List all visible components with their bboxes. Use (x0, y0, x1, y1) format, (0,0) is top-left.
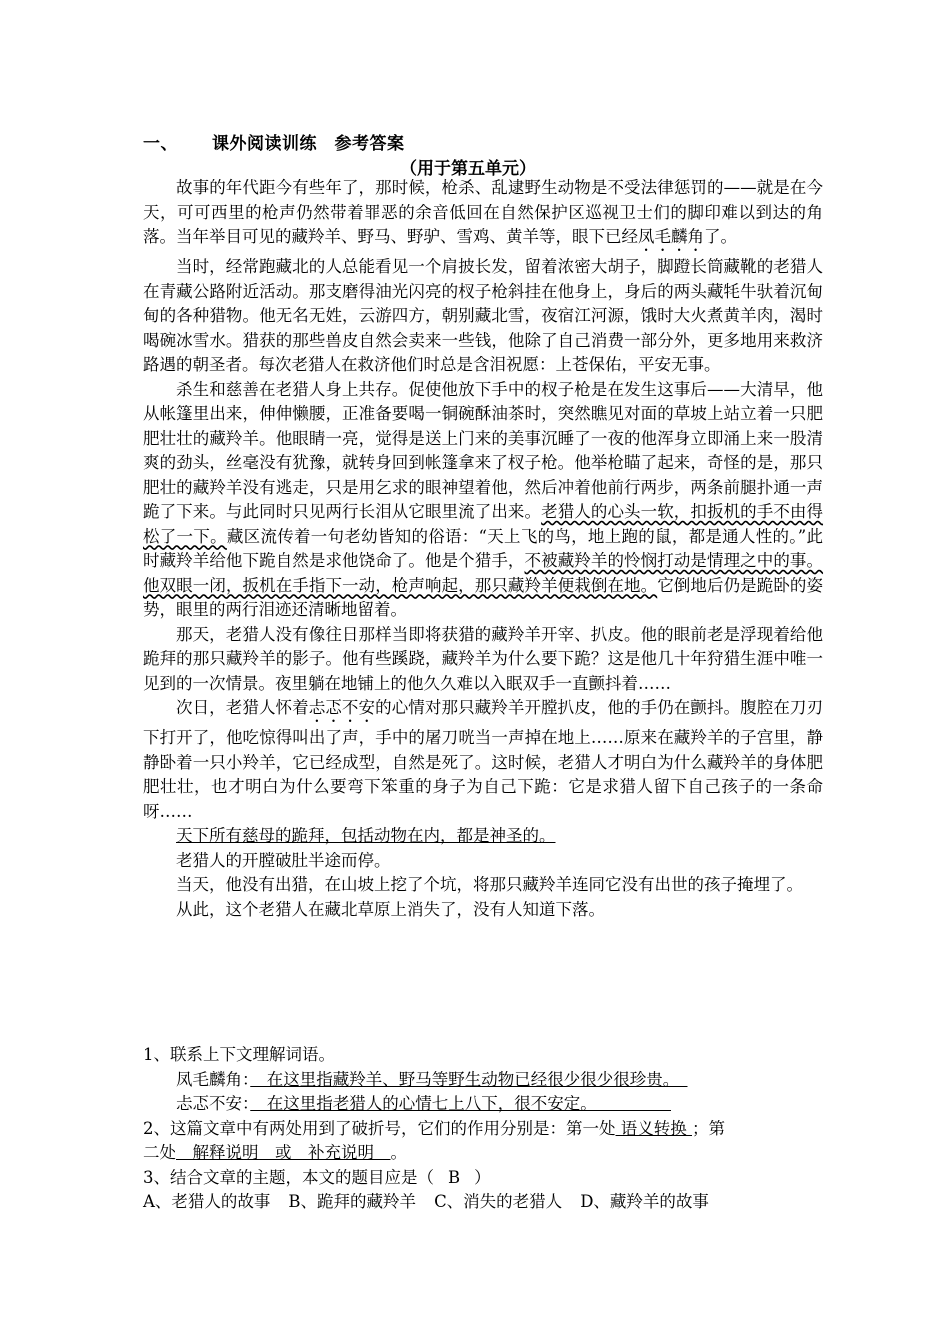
question-text: 。 (390, 1143, 407, 1162)
paragraph-7: 老猎人的开膛破肚半途而停。 (176, 850, 391, 870)
paragraph-text: 故事的年代距今有些年了，那时候，枪杀、乱逮野生动物是不受法律惩罚的——就是在今天，可可西里的枪声仍然带着罪恶的余音低回在自然保护区巡视卫士们的脚印难以到达的角落。当年举目可见的藏羚羊、野马、野驴、雪鸡、黄羊等，眼下已经 (143, 178, 823, 246)
paragraph-8: 当天，他没有出猎，在山坡上挖了个坑，将那只藏羚羊连同它没有出世的孩子掩埋了。 (176, 875, 803, 894)
paragraph-3 (143, 378, 823, 623)
option-b: B、跪拜的藏羚羊 (288, 1192, 417, 1211)
paragraph-2: 当时，经常跑藏北的人总能看见一个肩披长发，留着浓密大胡子，脚蹬长筒藏靴的老猎人在青藏公路附近活动。那支磨得油光闪亮的杈子枪斜挂在他身上，身后的两头藏牦牛驮着沉甸甸的各种猎物。他无名无姓，云游四方，朝别藏北雪，夜宿江河源，饿时大火煮黄羊肉，渴时喝碗冰雪水。猎获的那些兽皮自然会卖来一些钱，他除了自己消费一部分外，更多地用来救济路遇的朝圣者。每次老猎人在救济他们时总是含泪祝愿：上苍保佑，平安无事。 (143, 257, 823, 374)
paragraph-text: 它倒地后仍是跪卧的姿势，眼里的两行泪迹还清晰地留着。 (143, 575, 824, 619)
question-1-answer-a (143, 1068, 823, 1093)
section-title: 课外阅读训练 参考答案 (212, 134, 405, 154)
section-heading (143, 129, 405, 154)
unit-subtitle: （用于第五单元） (400, 159, 536, 179)
answer-blank: 语义转换 (615, 1118, 692, 1138)
underlined-sentence: 天下所有慈母的跪拜，包括动物在内，都是神圣的。 (176, 826, 556, 845)
option-c: C、消失的老猎人 (434, 1192, 563, 1211)
question-text: 二处 (143, 1143, 176, 1162)
option-a: A、老猎人的故事 (143, 1192, 271, 1211)
dotted-term: 凤毛麟角 (638, 227, 704, 246)
question-text: 3、结合文章的主题，本文的题目应是（ (143, 1167, 434, 1187)
question-text: ） (474, 1167, 491, 1187)
wavy-underlined-text: 不被藏羚羊的怜悯打动是情理之中的事。他双眼一闭，扳机在手指下一动，枪声响起，那只藏羚羊便栽倒在地。 (143, 551, 824, 595)
paragraph-6 (143, 824, 823, 849)
term-label: 忐忑不安： (176, 1094, 251, 1113)
question-1: 1、联系上下文理解词语。 (143, 1045, 335, 1064)
passage (143, 176, 823, 922)
paragraph-text: 他是个猎手， (425, 551, 525, 570)
paragraph-4: 那天，老猎人没有像往日那样当即将获猎的藏羚羊开宰、扒皮。他的眼前老是浮现着给他跪拜的那只藏羚羊的影子。他有些蹊跷，藏羚羊为什么要下跪？这是他几十年狩猎生涯中唯一见到的一次情景。夜里躺在地铺上的他久久难以入眠双手一直颤抖着…… (143, 624, 823, 693)
paragraph-5 (143, 696, 823, 824)
question-text: ；第 (692, 1118, 725, 1138)
paragraph-text: 了。 (704, 227, 737, 246)
paragraph-text: 次日，老猎人怀着 (176, 698, 309, 717)
answer-blank: 解释说明 或 补充说明 (176, 1143, 391, 1162)
question-1-answer-b (143, 1092, 823, 1117)
answer-blank: 在这里指藏羚羊、野马等野生动物已经很少很少很珍贵。 (250, 1069, 688, 1089)
choice-answer: B (448, 1167, 461, 1187)
wavy-underlined-text: 老猎人的心头一软，扣扳机的手不由得松了一下。 (143, 502, 824, 546)
paragraph-1 (143, 176, 823, 255)
questions (143, 1043, 823, 1215)
question-text: 2、这篇文章中有两处用到了破折号，它们的作用分别是：第一处 (143, 1118, 616, 1138)
term-label: 凤毛麟角： (176, 1069, 251, 1089)
paragraph-text: 杀生和慈善在老猎人身上共存。促使他放下手中的杈子枪是在发生这事后——大清早，他从帐篷里出来，伸伸懒腰，正准备要喝一铜碗酥油茶时，突然瞧见对面的草坡上站立着一只肥肥壮壮的藏羚羊。他眼睛一亮，觉得是送上门来的美事沉睡了一夜的他浑身立即涌上来一股清爽的劲头，丝毫没有犹豫，就转身回到帐篷拿来了杈子枪。他举枪瞄了起来，奇怪的是，那只肥壮的藏羚羊没有逃走，只是用乞求的眼神望着他，然后冲着他前行两步，两条前腿扑通一声跪了下来。与此同时只见两行长泪从它眼里流了出来。 (143, 379, 823, 521)
question-2 (143, 1117, 823, 1142)
paragraph-9: 从此，这个老猎人在藏北草原上消失了，没有人知道下落。 (176, 899, 605, 919)
answer-blank: 在这里指老猎人的心情七上八下，很不安定。 (250, 1094, 671, 1113)
paragraph-text: 的心情对那只藏羚羊开膛扒皮，他的手仍在颤抖。腹腔在刀刃下打开了，他吃惊得叫出了声，手中的屠刀咣当一声掉在地上……原来在藏羚羊的子宫里，静静卧着一只小羚羊，它已经成型，自然是死了。这时候，老猎人才明白为什么藏羚羊的身体肥肥壮壮，也才明白为什么要弯下笨重的身子为自己下跪：它是求猎人留下自己孩子的一条命呀…… (143, 698, 824, 821)
question-2-cont (143, 1141, 823, 1166)
option-d: D、藏羚羊的故事 (580, 1192, 709, 1211)
paragraph-text: 藏区流传着一句老幼皆知的俗语：“天上飞的鸟，地上跑的鼠，都是通人性的。”此时藏羚羊给他下跪自然是求他饶命了。 (143, 526, 823, 570)
options-row (143, 1190, 823, 1215)
dotted-term: 忐忑不安 (308, 698, 376, 717)
section-number: 一、 (143, 134, 178, 154)
question-3 (143, 1166, 823, 1191)
